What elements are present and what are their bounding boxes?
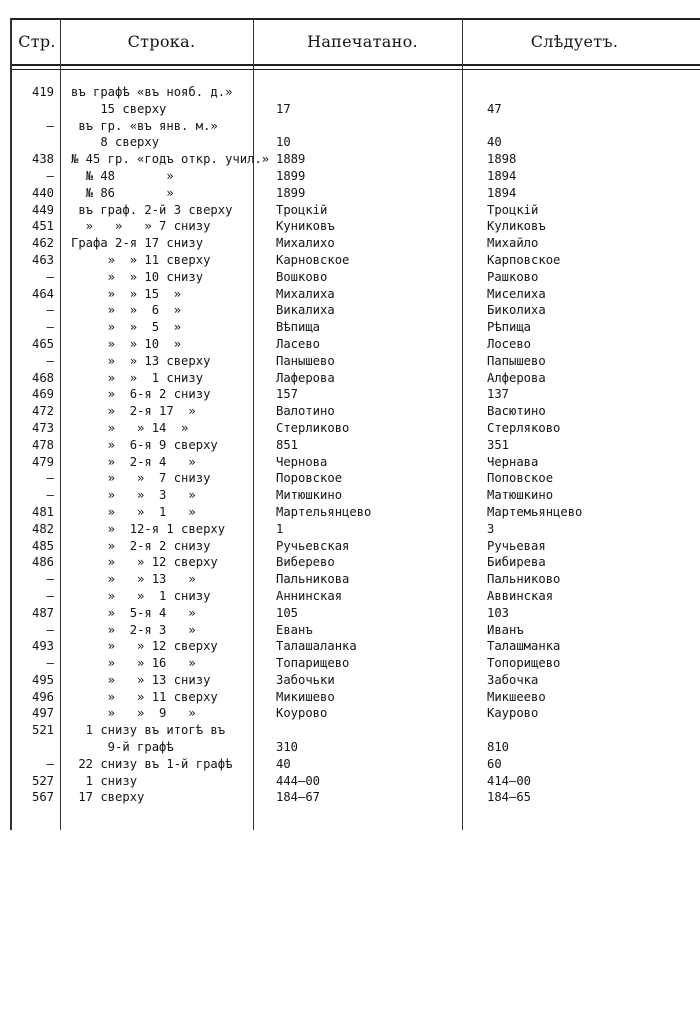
cell-printed: 1 xyxy=(276,521,284,536)
cell-line: » » 9 » xyxy=(71,706,196,721)
table-row xyxy=(0,470,700,487)
cell-printed: 310 xyxy=(276,740,299,755)
cell-page: — xyxy=(46,353,54,368)
table-row xyxy=(0,773,700,790)
table-row xyxy=(0,571,700,588)
cell-printed: Стерликово xyxy=(276,420,350,435)
cell-printed: Аннинская xyxy=(276,588,343,603)
cell-printed: 1899 xyxy=(276,168,306,183)
cell-page: 527 xyxy=(31,773,54,788)
cell-printed: Панышево xyxy=(276,353,335,368)
cell-should: 1894 xyxy=(487,168,517,183)
cell-page: 478 xyxy=(31,437,54,452)
cell-page: 481 xyxy=(31,504,54,519)
cell-should: Лосево xyxy=(487,336,532,351)
cell-page: 486 xyxy=(31,555,54,570)
cell-printed: Пальникова xyxy=(276,572,350,587)
cell-should: Ручьевая xyxy=(487,538,546,553)
cell-should: Троцкій xyxy=(487,202,539,217)
cell-line: Графа 2-я 17 снизу xyxy=(71,236,204,251)
cell-page: 438 xyxy=(31,152,54,167)
cell-line: 9-й графѣ xyxy=(71,740,174,755)
table-row xyxy=(0,655,700,672)
cell-printed: Поровское xyxy=(276,471,343,486)
cell-should: Каурово xyxy=(487,706,539,721)
cell-line: » » 6 » xyxy=(71,303,182,318)
cell-line: » » 10 » xyxy=(71,336,182,351)
cell-line: » » 3 » xyxy=(71,488,196,503)
cell-line: » 6-я 2 снизу xyxy=(71,387,211,402)
cell-line: » 6-я 9 сверху xyxy=(71,437,218,452)
cell-line: » 2-я 2 снизу xyxy=(71,538,211,553)
cell-page: — xyxy=(46,572,54,587)
table-row xyxy=(0,672,700,689)
cell-page: 449 xyxy=(31,202,54,217)
cell-line: въ графѣ «въ нояб. д.» xyxy=(71,85,233,99)
cell-page: 464 xyxy=(31,286,54,301)
table-row xyxy=(0,269,700,286)
errata-table-body xyxy=(0,84,700,806)
cell-page: 440 xyxy=(31,185,54,200)
cell-line: » 2-я 4 » xyxy=(71,454,196,469)
cell-should: Папышево xyxy=(487,353,546,368)
table-row xyxy=(0,454,700,471)
cell-line: » » 12 сверху xyxy=(71,639,218,654)
cell-line: » » 1 » xyxy=(71,504,196,519)
cell-printed: Ручьевская xyxy=(276,538,350,553)
table-row xyxy=(0,185,700,202)
table-row xyxy=(0,370,700,387)
table-row xyxy=(0,789,700,806)
cell-printed: Куниковъ xyxy=(276,219,335,234)
cell-should: Матюшкино xyxy=(487,488,554,503)
cell-page: 473 xyxy=(31,420,54,435)
cell-page: 521 xyxy=(31,723,54,738)
cell-line: » 2-я 17 » xyxy=(71,404,196,419)
header-should: Слѣдуетъ. xyxy=(530,32,619,51)
cell-printed: 1899 xyxy=(276,185,306,200)
table-row xyxy=(0,118,700,135)
table-header xyxy=(10,20,700,64)
table-row xyxy=(0,319,700,336)
cell-page: 493 xyxy=(31,639,54,654)
cell-printed: 10 xyxy=(276,135,291,150)
cell-printed: Микишево xyxy=(276,689,335,704)
cell-line: № 45 гр. «годъ откр. учил.» xyxy=(71,152,270,167)
cell-page: 419 xyxy=(31,85,54,99)
cell-should: 47 xyxy=(487,101,502,116)
cell-should: Куликовъ xyxy=(487,219,546,234)
cell-should: Мартемьянцево xyxy=(487,504,583,519)
cell-line: 1 снизу въ итогѣ въ xyxy=(71,723,226,738)
table-row xyxy=(0,521,700,538)
cell-printed: Лаферова xyxy=(276,370,335,385)
cell-printed: Михалиха xyxy=(276,286,335,301)
cell-page: — xyxy=(46,656,54,671)
cell-should: Иванъ xyxy=(487,622,524,637)
cell-page: 469 xyxy=(31,387,54,402)
cell-should: Карповское xyxy=(487,252,561,267)
cell-should: 103 xyxy=(487,605,510,620)
cell-printed: 444—00 xyxy=(276,773,321,788)
cell-should: Талашманка xyxy=(487,639,561,654)
cell-line: » » 11 сверху xyxy=(71,252,211,267)
cell-printed: Михалихо xyxy=(276,236,335,251)
cell-should: 184—65 xyxy=(487,790,532,805)
cell-page: — xyxy=(46,320,54,335)
table-row xyxy=(0,151,700,168)
table-row xyxy=(0,722,700,739)
cell-should: Васютино xyxy=(487,404,546,419)
cell-printed: 40 xyxy=(276,756,291,771)
cell-printed: Чернова xyxy=(276,454,328,469)
cell-line: » » » 7 снизу xyxy=(71,219,211,234)
table-row xyxy=(0,134,700,151)
table-row xyxy=(0,487,700,504)
cell-printed: Мартельянцево xyxy=(276,504,372,519)
table-row xyxy=(0,504,700,521)
cell-line: » 12-я 1 сверху xyxy=(71,521,226,536)
cell-should: Аввинская xyxy=(487,588,554,603)
table-row xyxy=(0,386,700,403)
cell-should: Алферова xyxy=(487,370,546,385)
cell-line: » » 5 » xyxy=(71,320,182,335)
table-row xyxy=(0,420,700,437)
cell-should: Бибирева xyxy=(487,555,546,570)
header-line: Строка. xyxy=(127,32,196,51)
cell-printed: Викалиха xyxy=(276,303,335,318)
cell-should: Поповское xyxy=(487,471,554,486)
cell-line: » 2-я 3 » xyxy=(71,622,196,637)
cell-page: — xyxy=(46,471,54,486)
table-row xyxy=(0,538,700,555)
cell-page: — xyxy=(46,118,54,133)
cell-page: 485 xyxy=(31,538,54,553)
cell-printed: Забочьки xyxy=(276,672,335,687)
cell-should: Микшеево xyxy=(487,689,546,704)
cell-should: 3 xyxy=(487,521,495,536)
cell-page: — xyxy=(46,488,54,503)
table-row xyxy=(0,336,700,353)
cell-page: 462 xyxy=(31,236,54,251)
cell-page: — xyxy=(46,756,54,771)
cell-line: 22 снизу въ 1-й графѣ xyxy=(71,756,233,771)
table-row xyxy=(0,252,700,269)
cell-line: » » 1 снизу xyxy=(71,370,204,385)
cell-printed: 17 xyxy=(276,101,291,116)
cell-line: » » 12 сверху xyxy=(71,555,218,570)
cell-should: 40 xyxy=(487,135,502,150)
cell-page: 465 xyxy=(31,336,54,351)
cell-line: » » 14 » xyxy=(71,420,189,435)
cell-line: » » 16 » xyxy=(71,656,196,671)
cell-line: 17 сверху xyxy=(71,790,145,805)
cell-page: 487 xyxy=(31,605,54,620)
cell-should: Биколиха xyxy=(487,303,546,318)
table-row xyxy=(0,622,700,639)
cell-line: въ гр. «въ янв. м.» xyxy=(71,118,218,133)
cell-page: — xyxy=(46,269,54,284)
cell-line: въ граф. 2-й 3 сверху xyxy=(71,202,233,217)
cell-page: — xyxy=(46,303,54,318)
cell-printed: Еванъ xyxy=(276,622,313,637)
cell-page: 495 xyxy=(31,672,54,687)
table-row xyxy=(0,588,700,605)
cell-line: » » 7 снизу xyxy=(71,471,211,486)
header-rule xyxy=(10,64,700,66)
cell-line: » » 13 снизу xyxy=(71,672,211,687)
cell-page: 451 xyxy=(31,219,54,234)
cell-line: 1 снизу xyxy=(71,773,138,788)
cell-page: 468 xyxy=(31,370,54,385)
table-row xyxy=(0,168,700,185)
cell-printed: Виберево xyxy=(276,555,335,570)
cell-printed: Вѣпища xyxy=(276,320,321,335)
cell-should: Топорищево xyxy=(487,656,561,671)
table-row xyxy=(0,605,700,622)
table-row xyxy=(0,235,700,252)
cell-should: 60 xyxy=(487,756,502,771)
cell-line: № 86 » xyxy=(71,185,174,200)
cell-should: Забочка xyxy=(487,672,539,687)
cell-printed: Вошково xyxy=(276,269,328,284)
cell-page: 496 xyxy=(31,689,54,704)
table-row xyxy=(0,705,700,722)
cell-should: Стерляково xyxy=(487,420,561,435)
cell-line: » » 10 снизу xyxy=(71,269,204,284)
table-row xyxy=(0,218,700,235)
cell-page: 479 xyxy=(31,454,54,469)
cell-printed: 184—67 xyxy=(276,790,321,805)
cell-printed: 1889 xyxy=(276,152,306,167)
table-row xyxy=(0,403,700,420)
cell-page: — xyxy=(46,622,54,637)
cell-should: 810 xyxy=(487,740,510,755)
cell-should: 1894 xyxy=(487,185,517,200)
cell-printed: Топарищево xyxy=(276,656,350,671)
cell-should: 351 xyxy=(487,437,510,452)
cell-printed: Талашаланка xyxy=(276,639,357,654)
header-page: Стр. xyxy=(18,32,56,51)
table-row xyxy=(0,689,700,706)
cell-line: » » 13 сверху xyxy=(71,353,211,368)
cell-printed: 157 xyxy=(276,387,299,402)
cell-page: 482 xyxy=(31,521,54,536)
table-row xyxy=(0,739,700,756)
cell-should: Михайло xyxy=(487,236,539,251)
cell-printed: Троцкій xyxy=(276,202,328,217)
cell-should: Чернава xyxy=(487,454,539,469)
cell-printed: Коурово xyxy=(276,706,328,721)
table-row xyxy=(0,554,700,571)
cell-should: 137 xyxy=(487,387,510,402)
cell-printed: Валотино xyxy=(276,404,335,419)
cell-should: Рѣпища xyxy=(487,320,532,335)
cell-should: Миселиха xyxy=(487,286,546,301)
cell-line: » » 15 » xyxy=(71,286,182,301)
cell-line: » » 1 снизу xyxy=(71,588,211,603)
cell-should: Пальниково xyxy=(487,572,561,587)
cell-line: » » 11 сверху xyxy=(71,689,218,704)
cell-line: № 48 » xyxy=(71,168,174,183)
table-row xyxy=(0,638,700,655)
cell-printed: Ласево xyxy=(276,336,321,351)
cell-printed: 105 xyxy=(276,605,299,620)
cell-printed: 851 xyxy=(276,437,299,452)
cell-line: » 5-я 4 » xyxy=(71,605,196,620)
cell-page: — xyxy=(46,588,54,603)
table-row xyxy=(0,437,700,454)
cell-printed: Митюшкино xyxy=(276,488,343,503)
cell-page: 472 xyxy=(31,404,54,419)
table-row xyxy=(0,353,700,370)
table-row xyxy=(0,202,700,219)
cell-page: — xyxy=(46,168,54,183)
cell-line: 8 сверху xyxy=(71,135,160,150)
cell-should: Рашково xyxy=(487,269,539,284)
header-rule-thin xyxy=(10,69,700,70)
table-row xyxy=(0,302,700,319)
table-row xyxy=(0,84,700,101)
table-row xyxy=(0,756,700,773)
cell-page: 497 xyxy=(31,706,54,721)
cell-line: » » 13 » xyxy=(71,572,196,587)
header-printed: Напечатано. xyxy=(307,32,418,51)
cell-should: 414—00 xyxy=(487,773,532,788)
cell-page: 567 xyxy=(31,790,54,805)
table-row xyxy=(0,286,700,303)
cell-printed: Карновское xyxy=(276,252,350,267)
cell-page: 463 xyxy=(31,252,54,267)
cell-should: 1898 xyxy=(487,152,517,167)
table-row xyxy=(0,101,700,118)
cell-line: 15 сверху xyxy=(71,101,167,116)
